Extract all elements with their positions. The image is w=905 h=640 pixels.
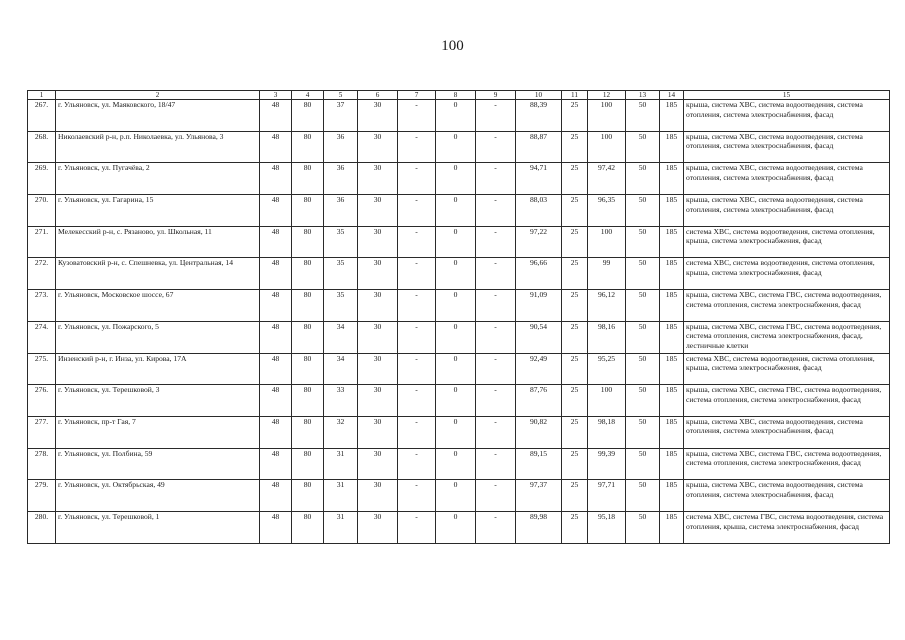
row-number: 268.	[28, 131, 56, 163]
column-number-10: 10	[516, 91, 562, 100]
work-types: система ХВС, система водоотведения, система отопления, крыша, система электроснабжения, фасад	[684, 353, 890, 385]
col-10: 96,66	[516, 258, 562, 290]
col-8: 0	[436, 100, 476, 132]
col-6: 30	[358, 511, 398, 543]
col-11: 25	[562, 416, 588, 448]
row-number: 269.	[28, 163, 56, 195]
col-8: 0	[436, 448, 476, 480]
column-number-12: 12	[588, 91, 626, 100]
col-14: 185	[660, 290, 684, 322]
table-row	[28, 226, 890, 258]
row-number: 280.	[28, 511, 56, 543]
table-row	[28, 195, 890, 227]
col-14: 185	[660, 258, 684, 290]
col-11: 25	[562, 226, 588, 258]
work-types: крыша, система ХВС, система водоотведения, система отопления, система электроснабжения, фасад	[684, 100, 890, 132]
col-6: 30	[358, 131, 398, 163]
work-types: крыша, система ХВС, система водоотведения, система отопления, система электроснабжения, фасад	[684, 480, 890, 512]
col-9: -	[476, 480, 516, 512]
col-3: 48	[260, 480, 292, 512]
col-7: -	[398, 480, 436, 512]
col-5: 32	[324, 416, 358, 448]
col-9: -	[476, 290, 516, 322]
col-11: 25	[562, 100, 588, 132]
column-number-2: 2	[56, 91, 260, 100]
col-5: 36	[324, 131, 358, 163]
col-8: 0	[436, 321, 476, 353]
col-12: 97,42	[588, 163, 626, 195]
row-number: 279.	[28, 480, 56, 512]
table-row	[28, 100, 890, 132]
col-14: 185	[660, 385, 684, 417]
table-row	[28, 448, 890, 480]
col-7: -	[398, 511, 436, 543]
col-8: 0	[436, 290, 476, 322]
col-4: 80	[292, 258, 324, 290]
col-14: 185	[660, 321, 684, 353]
work-types: крыша, система ХВС, система водоотведения, система отопления, система электроснабжения, фасад	[684, 416, 890, 448]
work-types: крыша, система ХВС, система ГВС, система водоотведения, система отопления, система электроснабжения, фасад, лестничные клетки	[684, 321, 890, 353]
col-7: -	[398, 448, 436, 480]
col-9: -	[476, 321, 516, 353]
row-number: 271.	[28, 226, 56, 258]
col-10: 89,15	[516, 448, 562, 480]
address: г. Ульяновск, ул. Маяковского, 18/47	[56, 100, 260, 132]
col-9: -	[476, 163, 516, 195]
col-10: 88,39	[516, 100, 562, 132]
row-number: 272.	[28, 258, 56, 290]
table-row	[28, 353, 890, 385]
column-number-13: 13	[626, 91, 660, 100]
address: Кузоватовский р-н, с. Спешневка, ул. Центральная, 14	[56, 258, 260, 290]
col-7: -	[398, 131, 436, 163]
col-10: 87,76	[516, 385, 562, 417]
col-4: 80	[292, 385, 324, 417]
address: г. Ульяновск, ул. Пугачёва, 2	[56, 163, 260, 195]
col-14: 185	[660, 163, 684, 195]
work-types: крыша, система ХВС, система водоотведения, система отопления, система электроснабжения, фасад	[684, 163, 890, 195]
col-14: 185	[660, 448, 684, 480]
col-9: -	[476, 353, 516, 385]
col-3: 48	[260, 100, 292, 132]
column-number-3: 3	[260, 91, 292, 100]
col-6: 30	[358, 480, 398, 512]
col-3: 48	[260, 511, 292, 543]
col-12: 100	[588, 226, 626, 258]
col-4: 80	[292, 321, 324, 353]
col-12: 99	[588, 258, 626, 290]
col-5: 31	[324, 480, 358, 512]
column-number-row	[28, 91, 890, 100]
col-13: 50	[626, 448, 660, 480]
col-3: 48	[260, 163, 292, 195]
col-13: 50	[626, 195, 660, 227]
col-12: 95,25	[588, 353, 626, 385]
col-5: 31	[324, 448, 358, 480]
col-11: 25	[562, 448, 588, 480]
col-10: 89,98	[516, 511, 562, 543]
col-12: 95,18	[588, 511, 626, 543]
col-4: 80	[292, 290, 324, 322]
row-number: 275.	[28, 353, 56, 385]
address: г. Ульяновск, ул. Гагарина, 15	[56, 195, 260, 227]
col-10: 97,22	[516, 226, 562, 258]
work-types: система ХВС, система ГВС, система водоотведения, система отопления, крыша, система электроснабжения, фасад	[684, 511, 890, 543]
col-10: 88,87	[516, 131, 562, 163]
table-row	[28, 480, 890, 512]
col-4: 80	[292, 100, 324, 132]
col-3: 48	[260, 290, 292, 322]
col-6: 30	[358, 385, 398, 417]
col-7: -	[398, 195, 436, 227]
col-4: 80	[292, 480, 324, 512]
col-5: 33	[324, 385, 358, 417]
col-14: 185	[660, 480, 684, 512]
row-number: 277.	[28, 416, 56, 448]
address: г. Ульяновск, ул. Терешковой, 1	[56, 511, 260, 543]
address: Мелекесский р-н, с. Рязаново, ул. Школьная, 11	[56, 226, 260, 258]
col-12: 96,12	[588, 290, 626, 322]
col-11: 25	[562, 321, 588, 353]
col-11: 25	[562, 131, 588, 163]
col-12: 98,16	[588, 321, 626, 353]
col-5: 36	[324, 195, 358, 227]
address: г. Ульяновск, ул. Полбина, 59	[56, 448, 260, 480]
col-3: 48	[260, 416, 292, 448]
register-table	[27, 90, 890, 544]
col-3: 48	[260, 258, 292, 290]
col-7: -	[398, 321, 436, 353]
col-7: -	[398, 290, 436, 322]
address: г. Ульяновск, ул. Пожарского, 5	[56, 321, 260, 353]
row-number: 270.	[28, 195, 56, 227]
table-row	[28, 290, 890, 322]
col-6: 30	[358, 163, 398, 195]
col-11: 25	[562, 480, 588, 512]
col-11: 25	[562, 195, 588, 227]
col-14: 185	[660, 100, 684, 132]
col-8: 0	[436, 226, 476, 258]
col-3: 48	[260, 385, 292, 417]
work-types: крыша, система ХВС, система водоотведения, система отопления, система электроснабжения, фасад	[684, 195, 890, 227]
col-6: 30	[358, 416, 398, 448]
col-8: 0	[436, 195, 476, 227]
col-13: 50	[626, 353, 660, 385]
column-number-6: 6	[358, 91, 398, 100]
col-12: 98,18	[588, 416, 626, 448]
col-7: -	[398, 163, 436, 195]
table-row	[28, 321, 890, 353]
col-13: 50	[626, 258, 660, 290]
col-5: 34	[324, 353, 358, 385]
work-types: система ХВС, система водоотведения, система отопления, крыша, система электроснабжения, фасад	[684, 226, 890, 258]
col-3: 48	[260, 131, 292, 163]
col-8: 0	[436, 353, 476, 385]
col-4: 80	[292, 511, 324, 543]
table-row	[28, 163, 890, 195]
work-types: крыша, система ХВС, система ГВС, система водоотведения, система отопления, система электроснабжения, фасад	[684, 290, 890, 322]
col-4: 80	[292, 353, 324, 385]
col-6: 30	[358, 353, 398, 385]
col-9: -	[476, 100, 516, 132]
column-number-11: 11	[562, 91, 588, 100]
col-5: 34	[324, 321, 358, 353]
col-4: 80	[292, 131, 324, 163]
col-7: -	[398, 353, 436, 385]
col-13: 50	[626, 511, 660, 543]
table-row	[28, 511, 890, 543]
col-13: 50	[626, 131, 660, 163]
work-types: крыша, система ХВС, система ГВС, система водоотведения, система отопления, система электроснабжения, фасад	[684, 448, 890, 480]
row-number: 276.	[28, 385, 56, 417]
col-3: 48	[260, 195, 292, 227]
col-13: 50	[626, 416, 660, 448]
col-14: 185	[660, 131, 684, 163]
row-number: 267.	[28, 100, 56, 132]
col-3: 48	[260, 353, 292, 385]
col-3: 48	[260, 321, 292, 353]
col-6: 30	[358, 258, 398, 290]
col-4: 80	[292, 448, 324, 480]
col-11: 25	[562, 353, 588, 385]
column-number-8: 8	[436, 91, 476, 100]
col-8: 0	[436, 131, 476, 163]
col-4: 80	[292, 163, 324, 195]
col-13: 50	[626, 100, 660, 132]
col-10: 94,71	[516, 163, 562, 195]
col-8: 0	[436, 511, 476, 543]
col-4: 80	[292, 416, 324, 448]
col-7: -	[398, 226, 436, 258]
col-8: 0	[436, 385, 476, 417]
col-5: 35	[324, 258, 358, 290]
col-10: 97,37	[516, 480, 562, 512]
col-13: 50	[626, 385, 660, 417]
col-5: 35	[324, 226, 358, 258]
col-10: 88,03	[516, 195, 562, 227]
table-row	[28, 131, 890, 163]
column-number-1: 1	[28, 91, 56, 100]
column-number-9: 9	[476, 91, 516, 100]
col-7: -	[398, 258, 436, 290]
col-12: 100	[588, 131, 626, 163]
column-number-4: 4	[292, 91, 324, 100]
address: г. Ульяновск, пр-т Гая, 7	[56, 416, 260, 448]
col-8: 0	[436, 163, 476, 195]
work-types: крыша, система ХВС, система водоотведения, система отопления, система электроснабжения, фасад	[684, 131, 890, 163]
col-6: 30	[358, 290, 398, 322]
col-14: 185	[660, 195, 684, 227]
page-number: 100	[441, 38, 464, 54]
col-6: 30	[358, 100, 398, 132]
col-9: -	[476, 416, 516, 448]
col-13: 50	[626, 321, 660, 353]
column-number-15: 15	[684, 91, 890, 100]
col-8: 0	[436, 480, 476, 512]
col-5: 37	[324, 100, 358, 132]
col-7: -	[398, 100, 436, 132]
col-13: 50	[626, 226, 660, 258]
address: г. Ульяновск, ул. Терешковой, 3	[56, 385, 260, 417]
col-9: -	[476, 448, 516, 480]
col-10: 91,09	[516, 290, 562, 322]
col-12: 100	[588, 385, 626, 417]
table-row	[28, 416, 890, 448]
col-10: 90,54	[516, 321, 562, 353]
col-14: 185	[660, 511, 684, 543]
col-10: 90,82	[516, 416, 562, 448]
col-6: 30	[358, 195, 398, 227]
col-7: -	[398, 416, 436, 448]
col-6: 30	[358, 321, 398, 353]
col-3: 48	[260, 448, 292, 480]
col-11: 25	[562, 163, 588, 195]
address: Николаевский р-н, р.п. Николаевка, ул. Ульянова, 3	[56, 131, 260, 163]
col-12: 97,71	[588, 480, 626, 512]
col-14: 185	[660, 353, 684, 385]
col-6: 30	[358, 226, 398, 258]
row-number: 273.	[28, 290, 56, 322]
col-9: -	[476, 226, 516, 258]
col-11: 25	[562, 385, 588, 417]
col-14: 185	[660, 226, 684, 258]
column-number-7: 7	[398, 91, 436, 100]
col-8: 0	[436, 416, 476, 448]
col-13: 50	[626, 290, 660, 322]
address: г. Ульяновск, Московское шоссе, 67	[56, 290, 260, 322]
col-10: 92,49	[516, 353, 562, 385]
col-5: 36	[324, 163, 358, 195]
col-9: -	[476, 195, 516, 227]
col-9: -	[476, 385, 516, 417]
col-9: -	[476, 511, 516, 543]
table-row	[28, 258, 890, 290]
col-4: 80	[292, 195, 324, 227]
col-7: -	[398, 385, 436, 417]
col-9: -	[476, 258, 516, 290]
col-4: 80	[292, 226, 324, 258]
col-12: 100	[588, 100, 626, 132]
col-14: 185	[660, 416, 684, 448]
column-number-14: 14	[660, 91, 684, 100]
row-number: 278.	[28, 448, 56, 480]
col-11: 25	[562, 511, 588, 543]
col-6: 30	[358, 448, 398, 480]
col-11: 25	[562, 258, 588, 290]
col-8: 0	[436, 258, 476, 290]
col-11: 25	[562, 290, 588, 322]
address: Инзенский р-н, г. Инза, ул. Кирова, 17А	[56, 353, 260, 385]
col-5: 31	[324, 511, 358, 543]
col-9: -	[476, 131, 516, 163]
col-12: 99,39	[588, 448, 626, 480]
row-number: 274.	[28, 321, 56, 353]
col-12: 96,35	[588, 195, 626, 227]
address: г. Ульяновск, ул. Октябрьская, 49	[56, 480, 260, 512]
col-13: 50	[626, 163, 660, 195]
table-row	[28, 385, 890, 417]
work-types: крыша, система ХВС, система ГВС, система водоотведения, система отопления, система электроснабжения, фасад	[684, 385, 890, 417]
col-3: 48	[260, 226, 292, 258]
column-number-5: 5	[324, 91, 358, 100]
work-types: система ХВС, система водоотведения, система отопления, крыша, система электроснабжения, фасад	[684, 258, 890, 290]
col-13: 50	[626, 480, 660, 512]
col-5: 35	[324, 290, 358, 322]
